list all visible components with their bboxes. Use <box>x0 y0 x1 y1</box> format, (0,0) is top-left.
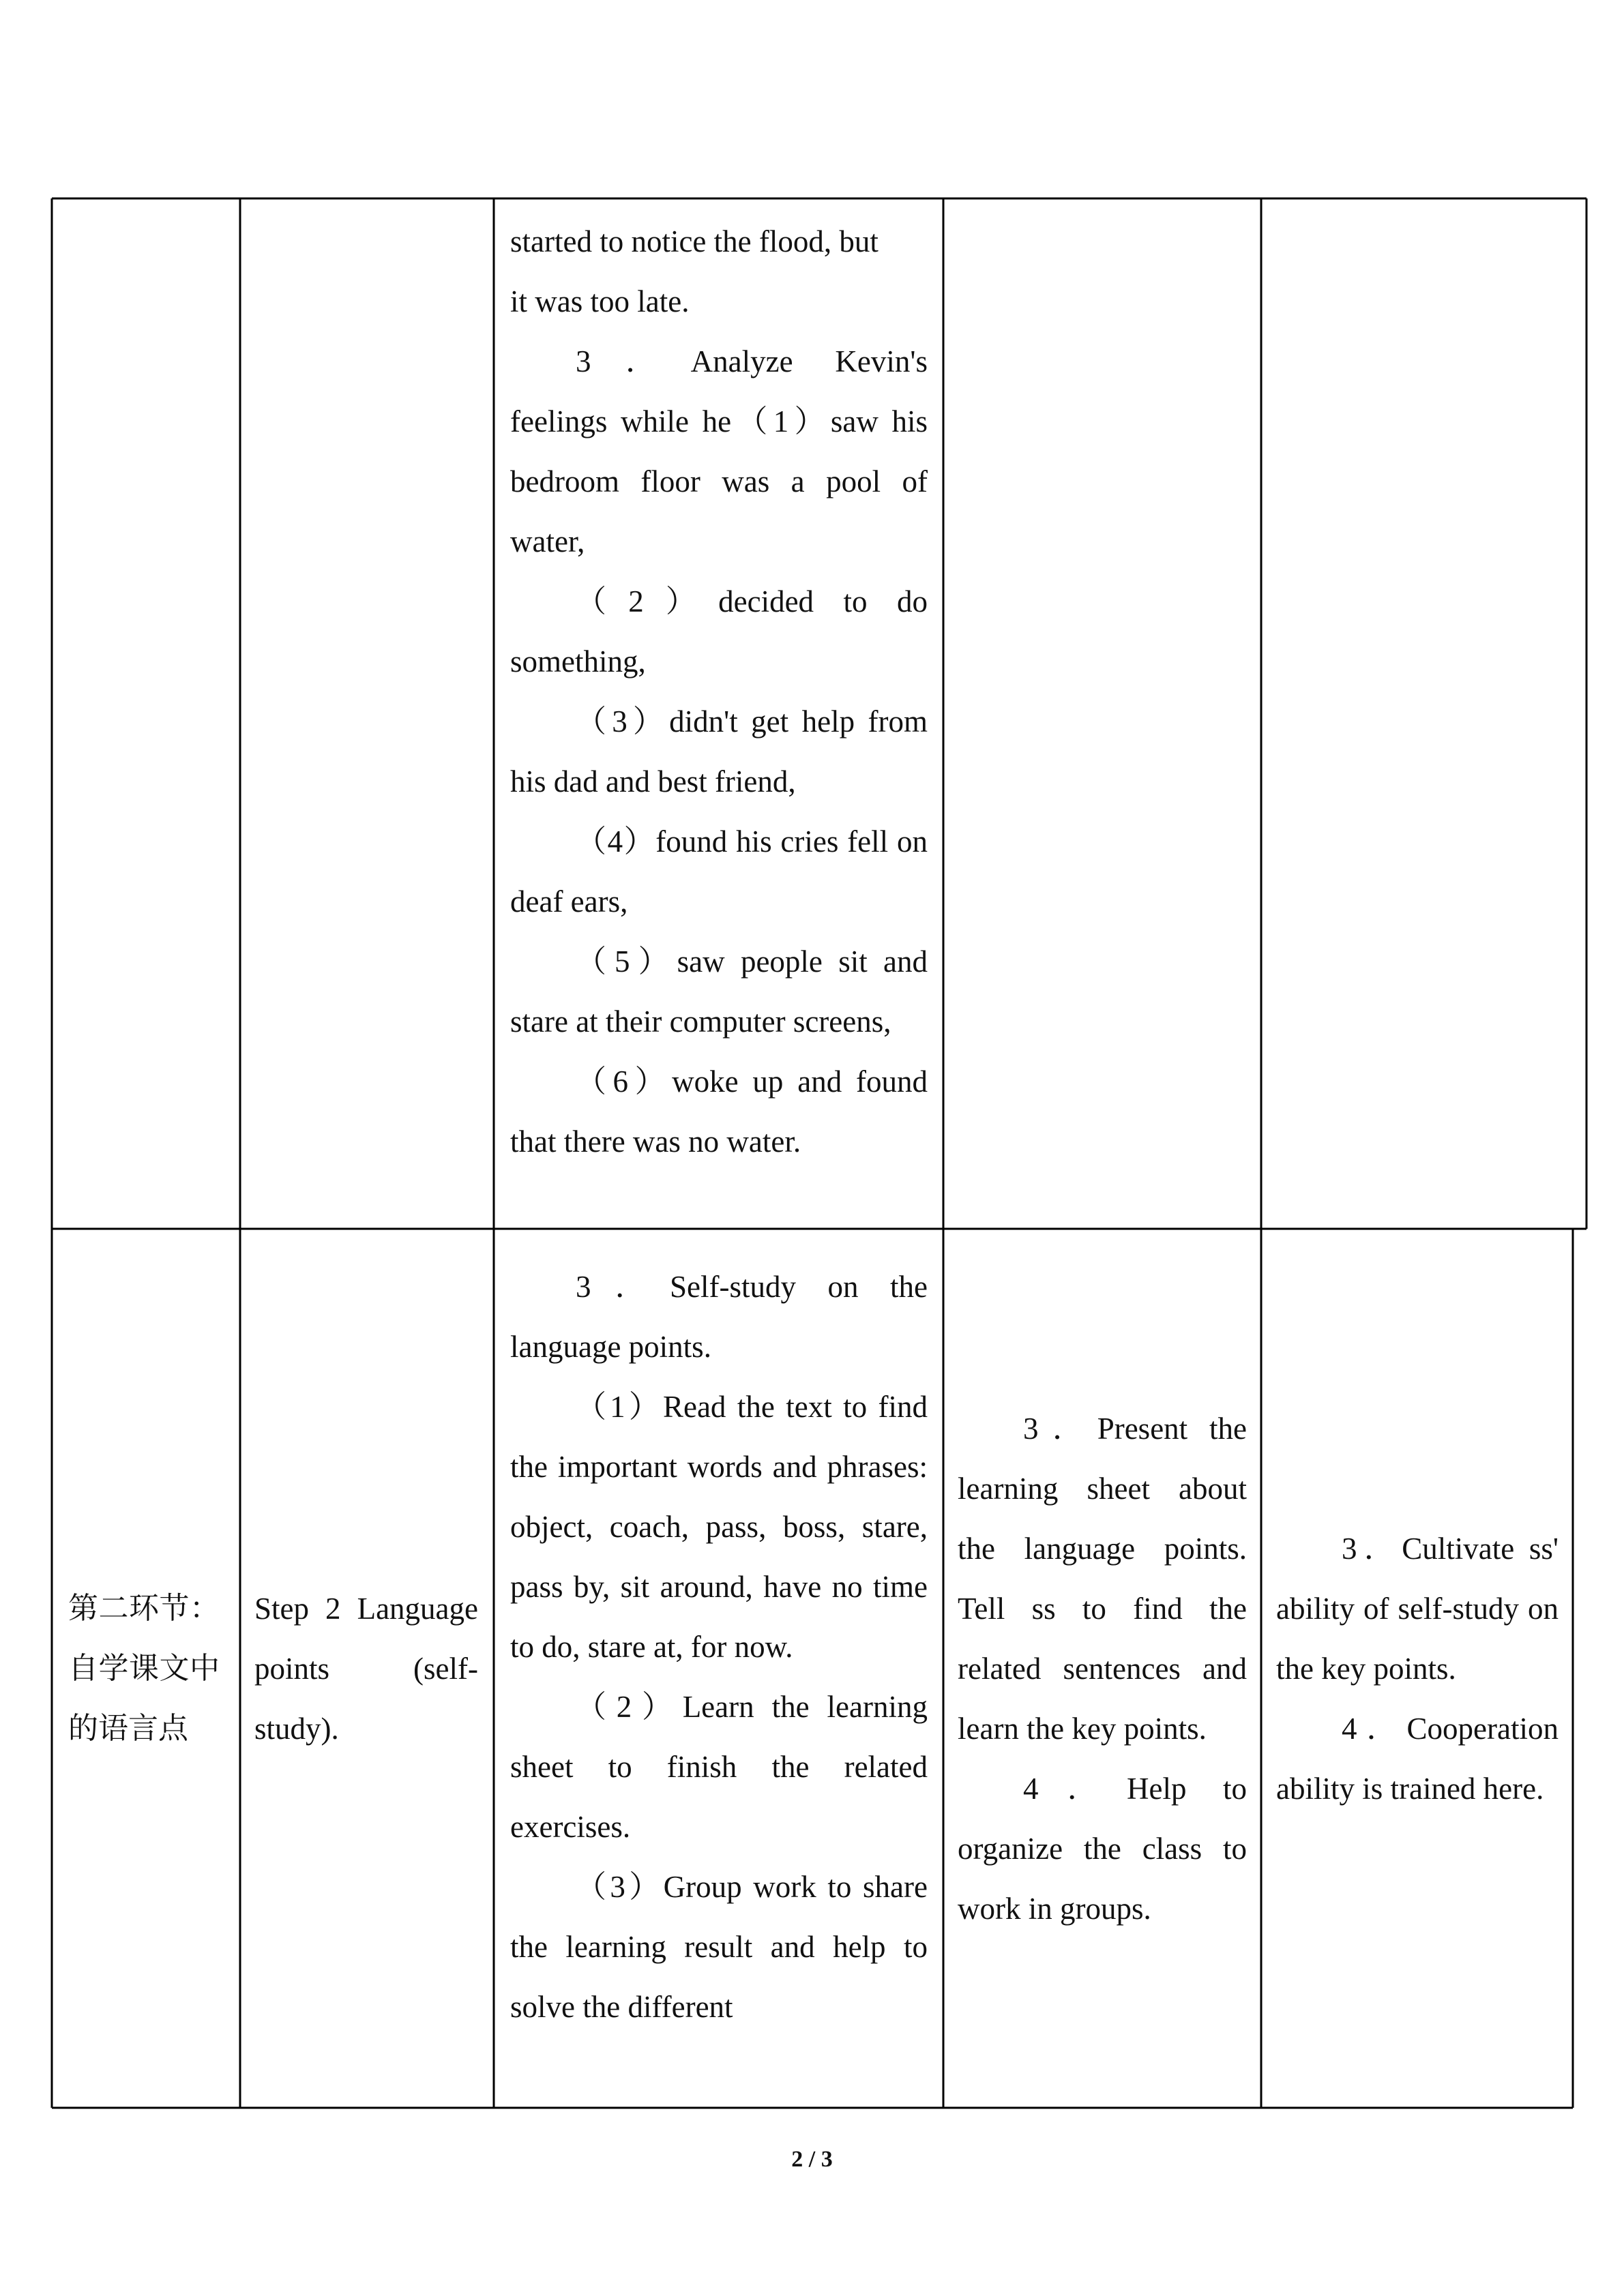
activity-paragraph: （3）didn't get help from his dad and best friend, <box>510 704 928 799</box>
activity-paragraph: （5）saw people sit and stare at their computer screens, <box>510 944 928 1039</box>
activity-paragraph: started to notice the flood, but <box>510 224 879 258</box>
teacher-activity-cell <box>958 1229 1247 2108</box>
activity-paragraph: （6）woke up and found that there was no water. <box>510 1064 928 1159</box>
activity-paragraph: it was too late. <box>510 284 690 318</box>
top-row-activity-cell <box>510 211 928 1172</box>
purpose-paragraph: 4．Cooperation ability is trained here. <box>1276 1711 1559 1806</box>
teacher-paragraph: 3．Present the learning sheet about the language points. Tell ss to find the related sentences and learn the key points. <box>958 1411 1247 1746</box>
activity-paragraph: （2）Learn the learning sheet to finish the related exercises. <box>510 1690 928 1844</box>
activity-paragraph: 3．Analyze Kevin's feelings while he（1）saw his bedroom floor was a pool of water, <box>510 344 928 558</box>
stage-label: 第二环节：自学课文中的语言点 <box>68 1590 220 1746</box>
activity-paragraph: （2）decided to do something, <box>510 584 928 679</box>
step-label: Step 2 Language points (self-study). <box>254 1591 478 1746</box>
student-activity-cell <box>510 1257 928 2037</box>
activity-paragraph: 3．Self-study on the language points. <box>510 1270 928 1364</box>
activity-paragraph: （1）Read the text to find the important words and phrases: object, coach, pass, boss, stare, pass by, sit around, have no time to do, stare at, for now. <box>510 1390 928 1664</box>
stage-cell <box>68 1229 220 2108</box>
page-number: 2 / 3 <box>791 2147 833 2172</box>
activity-paragraph: （3）Group work to share the learning result and help to solve the different <box>510 1870 928 2024</box>
activity-paragraph: （4）found his cries fell on deaf ears, <box>510 824 928 919</box>
teacher-paragraph: 4．Help to organize the class to work in groups. <box>958 1771 1247 1926</box>
purpose-cell <box>1276 1229 1559 2108</box>
step-cell <box>254 1229 478 2108</box>
purpose-paragraph: 3．Cultivate ss' ability of self-study on the key points. <box>1276 1531 1559 1686</box>
